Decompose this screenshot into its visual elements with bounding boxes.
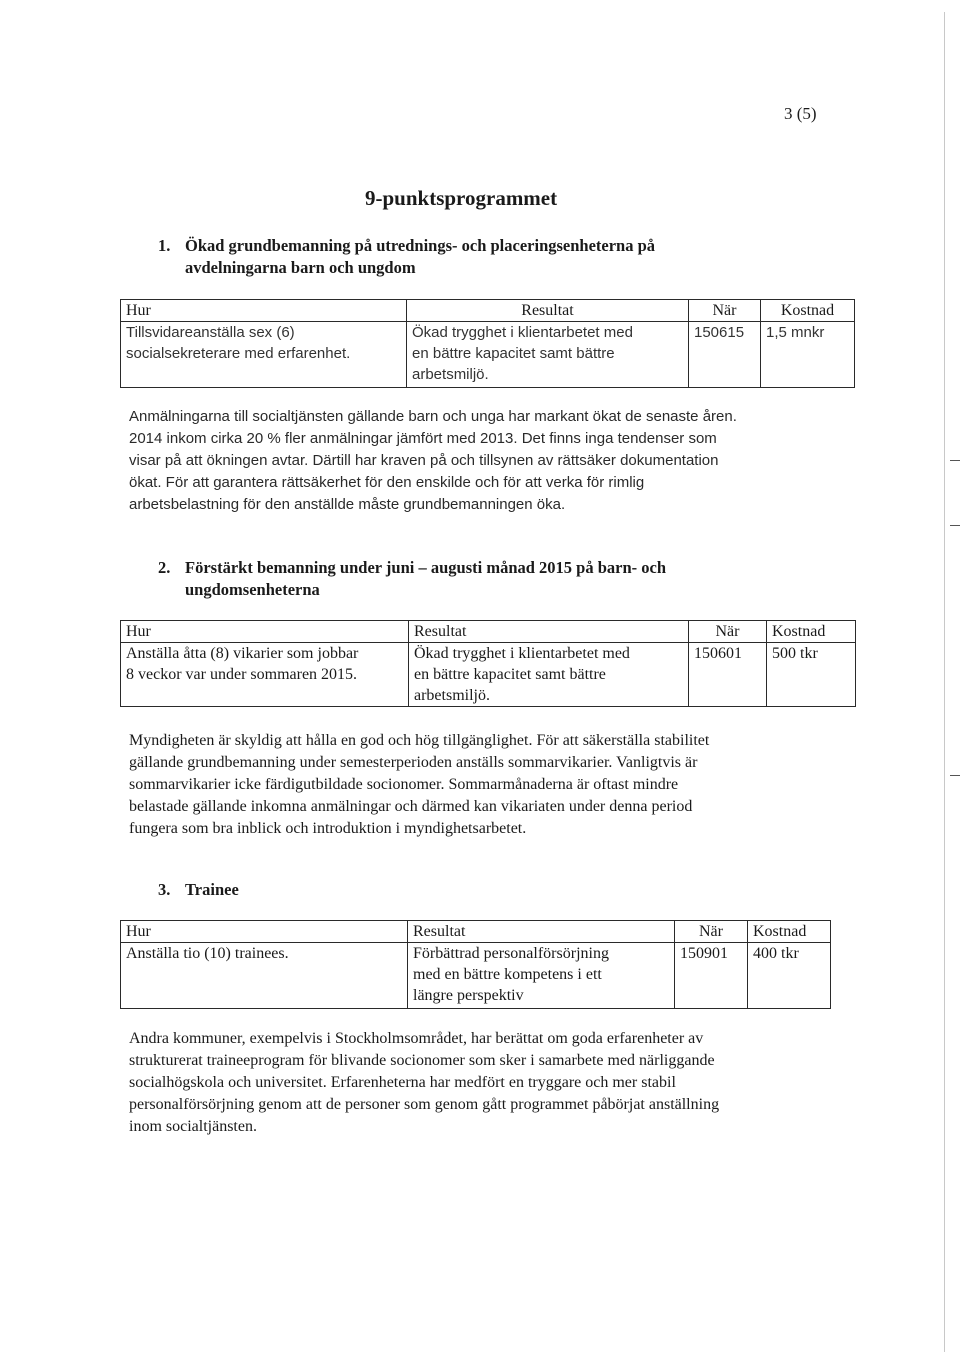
- page-number: 3 (5): [784, 104, 817, 123]
- scan-mark: [950, 525, 960, 526]
- cell-resultat: [408, 943, 675, 1009]
- cell-line: Förbättrad personalförsörjning: [413, 945, 609, 962]
- cell-kostnad: 1,5 mnkr: [761, 322, 855, 388]
- section-1-heading: [158, 235, 798, 281]
- scan-margin-line: [944, 12, 945, 1352]
- cell-line: Anställa åtta (8) vikarier som jobbar: [126, 645, 359, 662]
- paragraph-line: belastade gällande inkomna anmälningar och därmed kan vikariaten under denna period: [129, 798, 693, 815]
- table-row: [121, 322, 855, 388]
- cell-hur: [121, 943, 408, 1009]
- column-header: Resultat: [409, 621, 689, 643]
- section-2-heading: [158, 557, 798, 603]
- section-2-table: [120, 620, 856, 707]
- scan-mark: [950, 460, 960, 461]
- column-header: Kostnad: [761, 300, 855, 322]
- paragraph-line: ökat. För att garantera rättsäkerhet för den enskilde och för att verka för rimlig: [129, 474, 645, 491]
- cell-line: Anställa tio (10) trainees.: [126, 945, 289, 962]
- section-number: 2.: [158, 558, 171, 577]
- cell-line: en bättre kapacitet samt bättre: [414, 666, 606, 683]
- section-title-line: ungdomsenheterna: [185, 580, 320, 599]
- cell-line: socialsekreterare med erfarenhet.: [126, 345, 351, 362]
- paragraph-line: visar på att ökningen avtar. Därtill har kraven på och tillsynen av rättsäker dokumentation: [129, 452, 719, 469]
- cell-line: arbetsmiljö.: [414, 687, 490, 704]
- cell-hur: [121, 322, 407, 388]
- paragraph-line: strukturerat traineeprogram för blivande socionomer som sker i samarbete med närliggande: [129, 1052, 715, 1069]
- section-1-table: [120, 299, 855, 388]
- paragraph-line: 2014 inkom cirka 20 % fler anmälningar jämfört med 2013. Det finns inga tendenser som: [129, 430, 717, 447]
- paragraph-line: inom socialtjänsten.: [129, 1118, 257, 1135]
- cell-line: Ökad trygghet i klientarbetet med: [412, 324, 633, 341]
- cell-resultat: [407, 322, 689, 388]
- column-header: Resultat: [407, 300, 689, 322]
- section-number: 3.: [158, 880, 171, 899]
- section-1-paragraph: [129, 406, 829, 516]
- cell-line: med en bättre kompetens i ett: [413, 966, 602, 983]
- column-header: När: [689, 300, 761, 322]
- table-row: [121, 643, 856, 707]
- cell-line: längre perspektiv: [413, 987, 524, 1004]
- table-header-row: [121, 921, 831, 943]
- column-header: Kostnad: [748, 921, 831, 943]
- cell-nar: 150601: [689, 643, 767, 707]
- section-title-line: avdelningarna barn och ungdom: [185, 258, 416, 277]
- cell-kostnad: 400 tkr: [748, 943, 831, 1009]
- cell-nar: 150901: [675, 943, 748, 1009]
- section-number: 1.: [158, 236, 171, 255]
- column-header: Resultat: [408, 921, 675, 943]
- section-3-paragraph: [129, 1028, 829, 1138]
- column-header: När: [675, 921, 748, 943]
- column-header: När: [689, 621, 767, 643]
- cell-line: Tillsvidareanställa sex (6): [126, 324, 295, 341]
- column-header: Kostnad: [767, 621, 856, 643]
- column-header: Hur: [121, 621, 409, 643]
- paragraph-line: sommarvikarier icke färdigutbildade socionomer. Sommarmånaderna är oftast mindre: [129, 776, 679, 793]
- section-title-line: Trainee: [185, 880, 239, 899]
- section-title-line: Förstärkt bemanning under juni – augusti månad 2015 på barn- och: [185, 558, 667, 577]
- paragraph-line: fungera som bra inblick och introduktion i myndighetsarbetet.: [129, 820, 527, 837]
- section-3-heading: [158, 879, 458, 903]
- paragraph-line: gällande grundbemanning under semesterperioden anställs sommarvikarier. Vanligtvis är: [129, 754, 698, 771]
- column-header: Hur: [121, 300, 407, 322]
- table-row: [121, 943, 831, 1009]
- cell-line: Ökad trygghet i klientarbetet med: [414, 645, 630, 662]
- page-title: 9-punktsprogrammet: [365, 186, 558, 210]
- paragraph-line: socialhögskola och universitet. Erfarenheterna har medfört en tryggare och mer stabil: [129, 1074, 676, 1091]
- paragraph-line: Anmälningarna till socialtjänsten gällande barn och unga har markant ökat de senaste åren.: [129, 408, 737, 425]
- section-3-table: [120, 920, 831, 1009]
- cell-resultat: [409, 643, 689, 707]
- cell-hur: [121, 643, 409, 707]
- cell-kostnad: 500 tkr: [767, 643, 856, 707]
- column-header: Hur: [121, 921, 408, 943]
- section-2-paragraph: [129, 730, 829, 840]
- paragraph-line: Andra kommuner, exempelvis i Stockholmsområdet, har berättat om goda erfarenheter av: [129, 1030, 704, 1047]
- cell-line: arbetsmiljö.: [412, 366, 489, 383]
- paragraph-line: personalförsörjning genom att de personer som genom gått programmet påbörjat anställning: [129, 1096, 720, 1113]
- scan-mark: [950, 775, 960, 776]
- paragraph-line: Myndigheten är skyldig att hålla en god och hög tillgänglighet. För att säkerställa stabilitet: [129, 732, 710, 749]
- cell-line: 8 veckor var under sommaren 2015.: [126, 666, 358, 683]
- cell-line: en bättre kapacitet samt bättre: [412, 345, 615, 362]
- table-header-row: [121, 621, 856, 643]
- paragraph-line: arbetsbelastning för den anställde måste grundbemanningen öka.: [129, 496, 566, 513]
- cell-nar: 150615: [689, 322, 761, 388]
- table-header-row: [121, 300, 855, 322]
- section-title-line: Ökad grundbemanning på utrednings- och placeringsenheterna på: [185, 236, 656, 255]
